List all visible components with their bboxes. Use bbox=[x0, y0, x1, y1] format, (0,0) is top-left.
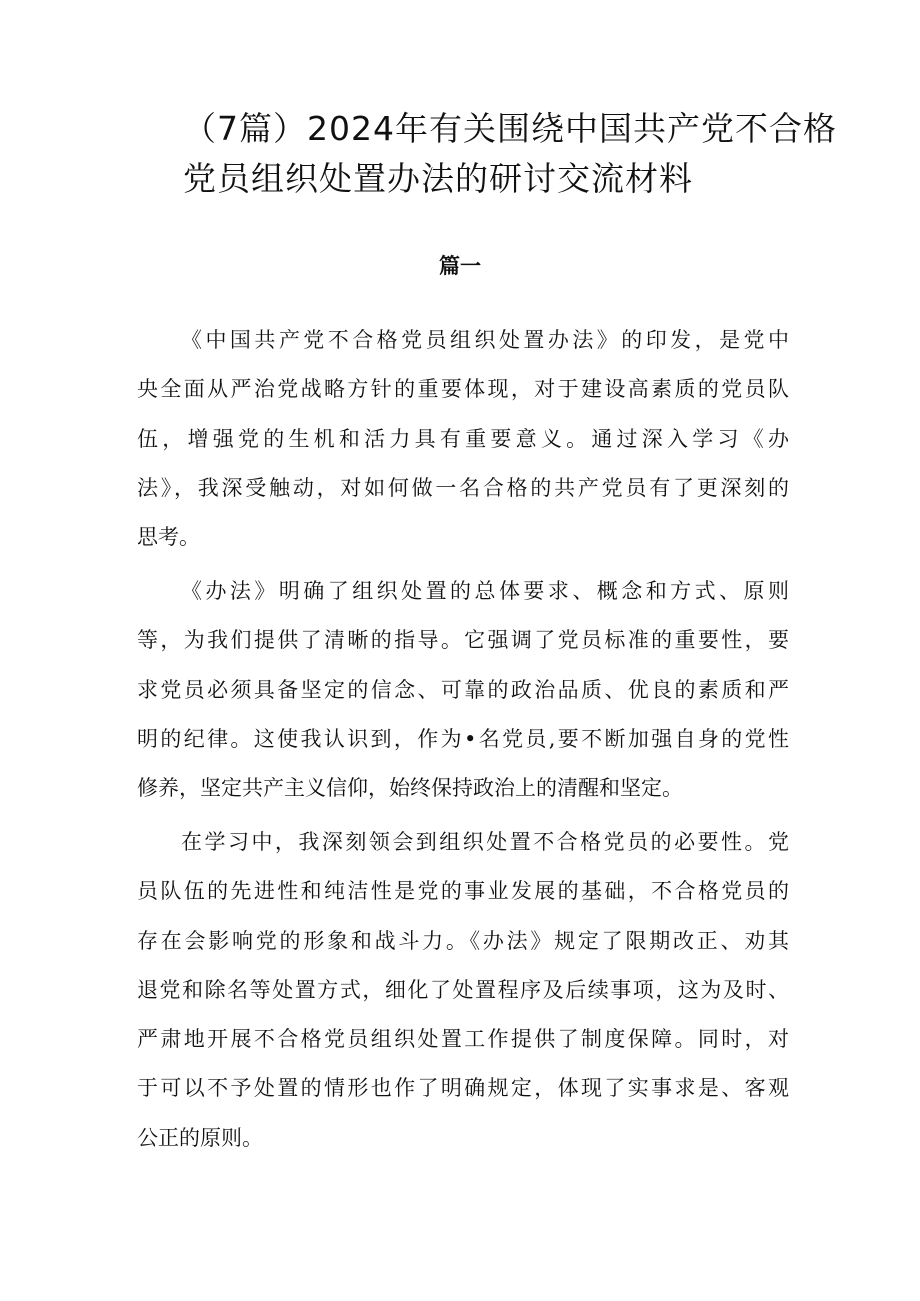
paragraph-line: 伍，增强党的生机和活力具有重要意义。通过深入学习《办 bbox=[137, 426, 789, 451]
paragraph-line: 在学习中，我深刻领会到组织处置不合格党员的必要性。党 bbox=[181, 830, 789, 854]
paragraph-line: 员队伍的先进性和纯洁性是党的事业发展的基础，不合格党员的 bbox=[137, 879, 789, 904]
title-line-2: 党员组织处置办法的研讨交流材料 bbox=[183, 159, 693, 198]
section-heading: 篇一 bbox=[439, 253, 481, 278]
paragraph-1 bbox=[137, 316, 789, 562]
paragraph-2 bbox=[137, 567, 789, 813]
paragraph-line: 明的纪律。这使我认识到，作为•名党员,要不断加强自身的党性 bbox=[137, 726, 789, 751]
document-title bbox=[183, 104, 837, 204]
paragraph-line: 修养，坚定共产主义信仰，始终保持政治上的清醒和坚定。 bbox=[137, 776, 683, 801]
paragraph-line: 《中国共产党不合格党员组织处置办法》的印发，是党中 bbox=[181, 328, 789, 352]
paragraph-line: 《办法》明确了组织处置的总体要求、概念和方式、原则 bbox=[181, 579, 789, 603]
paragraph-line: 央全面从严治党战略方针的重要体现，对于建设高素质的党员队 bbox=[137, 377, 789, 402]
paragraph-line: 法》，我深受触动，对如何做一名合格的共产党员有了更深刻的 bbox=[137, 475, 789, 500]
paragraph-line: 等，为我们提供了清晰的指导。它强调了党员标准的重要性，要 bbox=[137, 628, 789, 653]
paragraph-3 bbox=[137, 818, 789, 1163]
paragraph-line: 严肃地开展不合格党员组织处置工作提供了制度保障。同时，对 bbox=[137, 1027, 789, 1052]
title-line-1: （7篇）2024年有关围绕中国共产党不合格 bbox=[183, 109, 837, 148]
paragraph-line: 退党和除名等处置方式，细化了处置程序及后续事项，这为及时、 bbox=[137, 977, 789, 1002]
paragraph-line: 存在会影响党的形象和战斗力。《办法》规定了限期改正、劝其 bbox=[137, 928, 789, 953]
paragraph-line: 公正的原则。 bbox=[137, 1125, 263, 1150]
paragraph-line: 求党员必须具备坚定的信念、可靠的政治品质、优良的素质和严 bbox=[137, 677, 789, 702]
paragraph-line: 于可以不予处置的情形也作了明确规定，体现了实事求是、客观 bbox=[137, 1076, 789, 1101]
paragraph-line: 思考。 bbox=[137, 525, 200, 550]
